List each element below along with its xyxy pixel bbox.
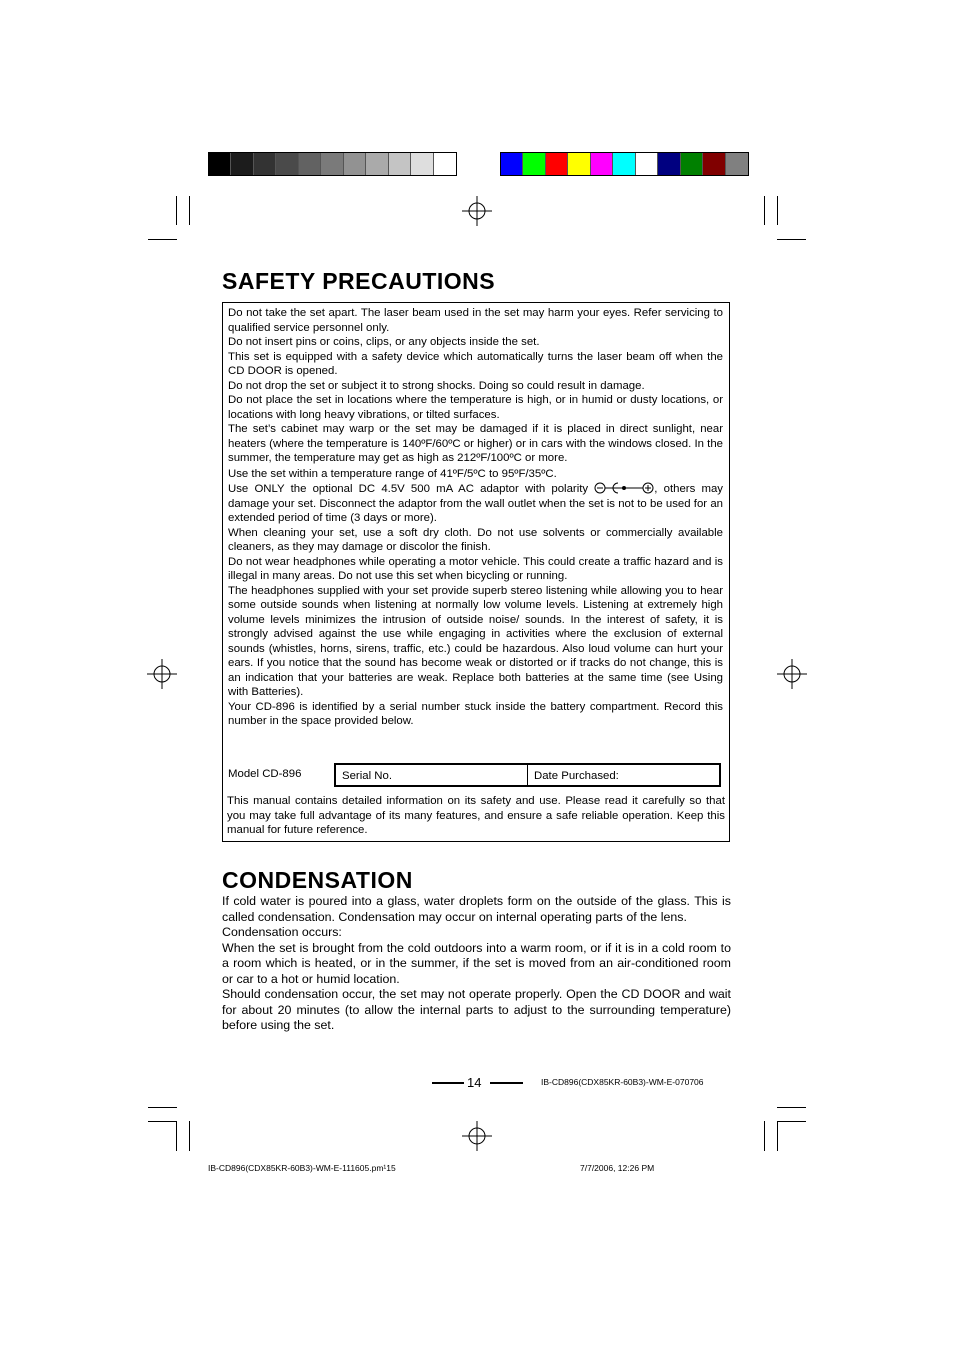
condensation-paragraph: Should condensation occur, the set may not operate properly. Open the CD DOOR and wait for about 20 minutes (to allow the internal parts to adjust to the surrounding temperature) before using the set. (222, 987, 731, 1032)
color-swatch (591, 153, 613, 175)
safety-precautions-box (222, 302, 730, 842)
safety-paragraph: Do not insert pins or coins, clips, or any objects inside the set. (228, 336, 540, 348)
serial-number-field: Serial No. (336, 765, 528, 785)
crop-mark (189, 1121, 190, 1151)
adaptor-paragraph (228, 482, 723, 526)
crop-mark (764, 196, 765, 225)
condensation-paragraph: Condensation occurs: (222, 925, 342, 939)
safety-paragraph: The set’s cabinet may warp or the set may be damaged if it is placed in direct sunlight, near heaters (where the temperature is 140ºF/60ºC or higher) or in cars with the windows closed. In the summer, the temperature may get as high as 212ºF/100ºC or more. (228, 423, 723, 464)
color-swatch (703, 153, 725, 175)
safety-precautions-heading: SAFETY PRECAUTIONS (222, 268, 496, 294)
condensation-text (222, 894, 731, 1034)
safety-paragraph: The headphones supplied with your set provide superb stereo listening while allowing you to hear some outside sounds when listening at normally low volume levels. Listening at extremely high volume levels minimizes the intrusion of outside noise/ sounds. In the interest of safety, it is strongly advised against the use while engaging in activities where the exclusion of external sounds (whistles, horns, sirens, traffic, etc.) could be hazardous. Also loud volume can hurt your ears. If you notice that the sound has become weak or distorted or if tracks do not change, this is an indication that your batteries are weak. Replace both batteries at the same time (see Using with Batteries). (228, 584, 723, 698)
condensation-paragraph: When the set is brought from the cold outdoors into a warm room, or if it is in a cold room to a room which is heated, or in the summer, if the set is moved from an air-conditioned room or car to a hot or humid location. (222, 940, 731, 986)
color-swatch (636, 153, 658, 175)
page-number-rule-left (432, 1082, 464, 1084)
safety-text (228, 306, 723, 729)
polarity-symbol-icon (594, 482, 654, 494)
condensation-paragraph: If cold water is poured into a glass, water droplets form on the outside of the glass. This is called condensation. Condensation may occur on internal operating parts of the lens. (222, 894, 731, 924)
color-swatch (501, 153, 523, 175)
registration-table (334, 763, 721, 787)
crop-mark (777, 1121, 806, 1122)
crop-mark (777, 239, 806, 240)
adaptor-text-post: , others may damage your set. Disconnect the adaptor from the wall outlet when the set is not to be used for an extended period of time (3 days or more). (228, 483, 724, 524)
color-swatch (568, 153, 590, 175)
registration-target-icon (147, 659, 177, 689)
safety-paragraph: Do not place the set in locations where the temperature is high, or in humid or dusty locations, or locations with long heavy vibrations, or tilted surfaces. (228, 394, 723, 421)
safety-paragraph: When cleaning your set, use a soft dry cloth. Do not use solvents or commercially available cleaners, as they may damage or discolor the finish. (228, 526, 723, 553)
registration-target-icon (462, 196, 492, 226)
color-swatch (613, 153, 635, 175)
file-name: IB-CD896(CDX85KR-60B3)-WM-E-111605.pm¹15 (208, 1163, 396, 1173)
crop-mark (148, 1121, 177, 1122)
safety-paragraph: Do not wear headphones while operating a motor vehicle. This could create a traffic hazard and is illegal in many areas. Do not use this set when bicycling or running. (228, 555, 723, 582)
print-timestamp: 7/7/2006, 12:26 PM (580, 1163, 655, 1173)
model-label: Model CD-896 (228, 768, 302, 780)
color-swatch (546, 153, 568, 175)
crop-mark (189, 196, 190, 225)
color-swatch (434, 153, 456, 175)
registration-row (228, 763, 723, 789)
crop-mark (777, 1121, 778, 1151)
color-swatch (344, 153, 366, 175)
crop-mark (148, 239, 177, 240)
crop-mark (764, 1121, 765, 1151)
crop-mark (777, 196, 778, 225)
color-swatch (726, 153, 748, 175)
registration-target-icon (462, 1121, 492, 1151)
registration-target-icon (777, 659, 807, 689)
color-swatch (523, 153, 545, 175)
crop-mark (777, 1107, 806, 1108)
page-number-rule-right (490, 1082, 523, 1084)
color-swatch (658, 153, 680, 175)
color-swatch (299, 153, 321, 175)
color-swatch (231, 153, 253, 175)
safety-footer-note: This manual contains detailed information on its safety and use. Please read it carefully so that you may take full advantage of its many features, and ensure a safe reliable operation. Keep this manual for future reference. (227, 795, 725, 836)
color-swatch (366, 153, 388, 175)
color-swatch (681, 153, 703, 175)
color-swatch (321, 153, 343, 175)
safety-paragraph: Use the set within a temperature range of 41ºF/5ºC to 95ºF/35ºC. (228, 467, 557, 480)
page-number: 14 (467, 1075, 482, 1090)
safety-paragraph: Do not drop the set or subject it to strong shocks. Doing so could result in damage. (228, 379, 645, 392)
crop-mark (176, 196, 177, 225)
color-swatch (209, 153, 231, 175)
color-swatch (276, 153, 298, 175)
safety-paragraph: Do not take the set apart. The laser beam used in the set may harm your eyes. Refer servicing to qualified service personnel only. (228, 307, 723, 334)
color-swatch (411, 153, 433, 175)
crop-mark (148, 1107, 177, 1108)
color-swatch (254, 153, 276, 175)
safety-paragraph: This set is equipped with a safety device which automatically turns the laser beam off when the CD DOOR is opened. (228, 350, 723, 377)
document-code: IB-CD896(CDX85KR-60B3)-WM-E-070706 (541, 1077, 704, 1087)
date-purchased-field: Date Purchased: (534, 770, 619, 782)
color-swatch (389, 153, 411, 175)
condensation-heading: CONDENSATION (222, 867, 413, 893)
safety-paragraph: Your CD-896 is identified by a serial number stuck inside the battery compartment. Record this number in the space provided below. (228, 700, 723, 727)
adaptor-text-pre: Use ONLY the optional DC 4.5V 500 mA AC adaptor with polarity (228, 483, 589, 495)
color-calibration-bar (500, 152, 749, 176)
crop-mark (176, 1121, 177, 1151)
grayscale-calibration-bar (208, 152, 457, 176)
